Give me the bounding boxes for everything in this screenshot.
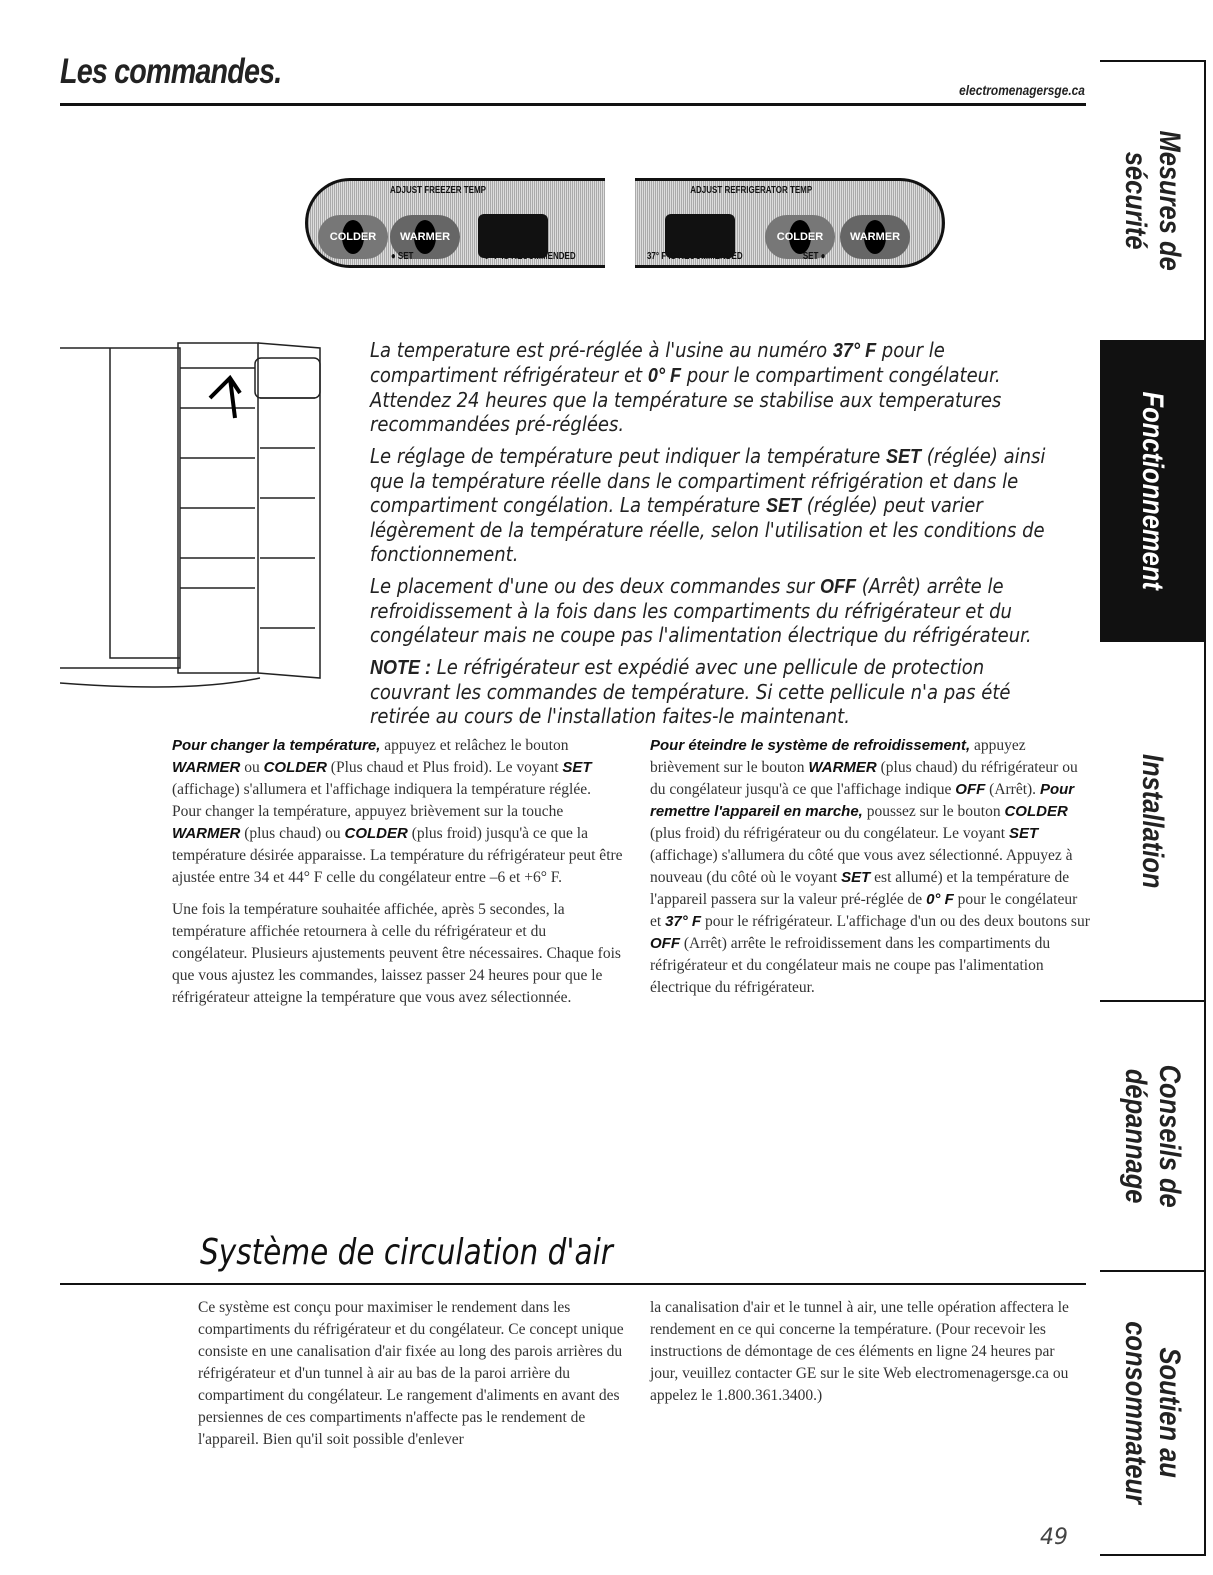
text-segment: (Arrêt). (985, 781, 1040, 798)
text-segment: poussez sur le bouton (862, 803, 1005, 820)
warmer-label: WARMER (399, 231, 451, 243)
emphasis-text: Pour changer la température, (172, 737, 381, 754)
emphasis-text: 37° F (665, 913, 702, 930)
freezer-control-panel (195, 140, 605, 295)
side-tab[interactable] (1100, 642, 1204, 1002)
colder-label: COLDER (776, 231, 824, 243)
section-rule (60, 1283, 1086, 1285)
text-segment: (Arrêt) arrête le refroidissement dans les compartiments du réfrigérateur et du congélateur mais ne coupe pas l'alimentation électrique du réfrigérateur. (650, 935, 1051, 996)
right-column (650, 735, 1090, 1009)
text-segment: pour le réfrigérateur. L'affichage d'un ou des deux boutons sur (701, 913, 1090, 930)
refrigerator-panel-body (635, 178, 945, 268)
paragraph (172, 735, 624, 889)
emphasis-text: SET (1008, 825, 1039, 842)
text-segment: Le réglage de température peut indiquer la température (370, 444, 887, 468)
paragraph (370, 444, 1054, 566)
emphasis-text: 37° F (832, 340, 877, 362)
header-rule (60, 103, 1086, 106)
paragraph (172, 899, 624, 1009)
freezer-colder-button[interactable] (318, 215, 388, 259)
text-segment: (réglée) peut varier légèrement de la température réelle, selon l'utilisation et les conditions de fonctionnement. (370, 493, 1045, 566)
emphasis-text: COLDER (1004, 803, 1068, 820)
emphasis-text: WARMER (808, 759, 877, 776)
text-segment: pour le compartiment congélateur. Attendez 24 heures que la température se stabilise aux temperatures recommandées pré-réglées. (370, 363, 1002, 436)
website-url: electromenagersge.ca (959, 82, 1085, 98)
refrigerator-warmer-button[interactable] (840, 215, 910, 259)
paragraph (370, 338, 1054, 436)
text-segment: (réglée) ainsi que la température réelle dans le compartiment réfrigération et dans le compartiment congélation. La température (370, 444, 1046, 517)
emphasis-text: OFF (955, 781, 986, 798)
left-column (172, 735, 624, 1019)
page-title: Les commandes. (60, 52, 282, 91)
text-segment: appuyez et relâchez le bouton (380, 737, 569, 754)
emphasis-text: 0° F (926, 891, 954, 908)
emphasis-text: SET (562, 759, 592, 776)
emphasis-text: 0° F (647, 365, 682, 387)
side-tab-label: Mesures de sécurité (1119, 130, 1186, 272)
paragraph (650, 1297, 1080, 1407)
text-segment: (Arrêt) arrête le refroidissement à la fois dans les compartiments du réfrigérateur et du congélateur mais ne coupe pas l'alimentation électrique du réfrigérateur. (370, 574, 1032, 647)
text-segment: (affichage) s'allumera du côté que vous avez sélectionné. Appuyez à nouveau (du côté où le voyant (650, 847, 1073, 886)
text-segment: appuyez brièvement sur le bouton (650, 737, 1026, 776)
side-tab-label: Conseils de dépannage (1119, 1064, 1186, 1208)
side-tab[interactable] (1100, 1272, 1204, 1554)
side-tab-label: Fonctionnement (1136, 391, 1169, 591)
emphasis-text: Pour éteindre le système de refroidissement, (650, 737, 971, 754)
emphasis-text: WARMER (172, 759, 241, 776)
side-tab-label: Soutien au consommateur (1119, 1321, 1186, 1505)
text-segment: Ce système est conçu pour maximiser le rendement dans les compartiments du réfrigérateur et du congélateur. Ce concept unique consiste en une canalisation d'air fixée au long des parois arrières du réfrigérateur et d'un tunnel à air au bas de la paroi arrière du compartiment du congélateur. Le rangement d'aliments en avant des persiennes de ces compartiments n'affecte pas le rendement de l'appareil. Bien qu'il soit possible d'enlever (198, 1299, 624, 1448)
colder-label: COLDER (329, 231, 377, 243)
freezer-panel-label: ADJUST FREEZER TEMP (390, 185, 487, 196)
emphasis-text: NOTE : (370, 657, 432, 679)
side-tab[interactable] (1100, 1002, 1204, 1272)
section2-right-column (650, 1297, 1080, 1417)
text-segment: (plus chaud) ou (240, 825, 345, 842)
text-segment: (affichage) s'allumera et l'affichage indiquera la température réglée. Pour changer la température, appuyez brièvement sur la touche (172, 781, 591, 820)
paragraph (370, 655, 1054, 728)
text-segment: (plus froid) jusqu'à ce que la température désirée apparaisse. La température du réfrigérateur peut être ajustée entre 34 et 44° F celle du congélateur entre –6 et +6° F. (172, 825, 623, 886)
emphasis-text: COLDER (344, 825, 408, 842)
side-tab-label: Installation (1136, 753, 1169, 889)
text-segment: (plus froid) du réfrigérateur ou du congélateur. Le voyant (650, 825, 1009, 842)
emphasis-text: Pour remettre l'appareil en marche, (650, 781, 1075, 820)
text-segment: la canalisation d'air et le tunnel à air, une telle opération affectera le rendement en ce qui concerne la température. (Pour recevoir les instructions de démontage de ces éléments en ligne 24 heures par jour, veuillez contacter GE sur le site Web electromenagersge.ca ou appelez le 1.800.361.3400.) (650, 1299, 1069, 1404)
freezer-recommended-label: 0° F IS RECOMMENDED (484, 251, 576, 262)
refrigerator-control-panel (635, 140, 1015, 295)
side-tab[interactable] (1100, 342, 1204, 642)
emphasis-text: SET (886, 446, 922, 468)
refrigerator-recommended-label: 37° F IS RECOMMENDED (646, 251, 743, 262)
warmer-label: WARMER (849, 231, 901, 243)
text-segment: La temperature est pré-réglée à l'usine au numéro (370, 338, 833, 362)
refrigerator-illustration (60, 338, 350, 693)
section-heading: Système de circulation d'air (200, 1232, 613, 1273)
emphasis-text: OFF (819, 576, 856, 598)
paragraph (650, 735, 1090, 999)
freezer-panel-body (305, 178, 605, 268)
emphasis-text: COLDER (263, 759, 327, 776)
emphasis-text: OFF (650, 935, 680, 952)
emphasis-text: SET (765, 495, 801, 517)
refrigerator-panel-label: ADJUST REFRIGERATOR TEMP (690, 185, 813, 196)
text-segment: (plus chaud) du réfrigérateur ou du congélateur jusqu'à ce que l'affichage indique (650, 759, 1078, 798)
text-segment: pour le compartiment réfrigérateur et (370, 338, 945, 387)
side-tab[interactable] (1100, 62, 1204, 342)
text-segment: ou (240, 759, 264, 776)
section2-left-column (198, 1297, 630, 1461)
refrigerator-set-indicator: SET ● (802, 251, 826, 262)
paragraph (370, 574, 1054, 647)
page-number: 49 (1040, 1525, 1068, 1550)
paragraph (198, 1297, 630, 1451)
text-segment: Le placement d'une ou des deux commandes sur (370, 574, 820, 598)
text-segment: Le réfrigérateur est expédié avec une pellicule de protection couvrant les commandes de température. Si cette pellicule n'a pas été retirée au cours de l'installation faites-le maintenant. (370, 655, 1011, 728)
emphasis-text: WARMER (172, 825, 241, 842)
side-navigation (1100, 60, 1206, 1556)
text-segment: pour le congélateur et (650, 891, 1078, 930)
text-segment: Une fois la température souhaitée affichée, après 5 secondes, la température affichée retournera à celle du réfrigérateur et du congélateur. Plusieurs ajustements peuvent être nécessaires. Chaque fois que vous ajustez les commandes, laissez passer 24 heures pour que le réfrigérateur atteigne la température que vous avez sélectionnée. (172, 901, 621, 1006)
text-segment: (Plus chaud et Plus froid). Le voyant (326, 759, 563, 776)
intro-text (370, 338, 1054, 736)
text-segment: est allumé) et la température de l'appareil passera sur la valeur pré-réglée de (650, 869, 1070, 908)
freezer-set-indicator: ● SET (390, 251, 414, 262)
emphasis-text: SET (841, 869, 871, 886)
